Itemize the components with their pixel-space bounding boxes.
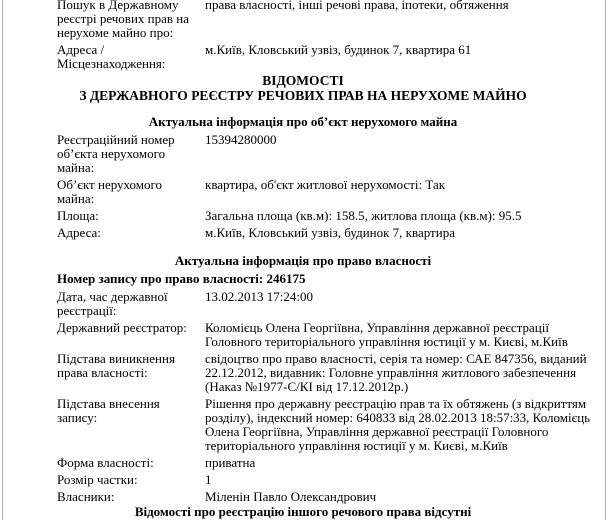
owners-label: Власники:	[57, 489, 115, 504]
search-query-value: права власності, інші речові права, іпотеки, обтяження	[205, 0, 509, 12]
ownership-form-label: Форма власності:	[57, 455, 154, 470]
share-size-row	[57, 473, 593, 487]
ownership-section-heading: Актуальна інформація про право власності	[174, 253, 432, 268]
owners-value: Міленін Павло Олександрович	[205, 489, 377, 504]
area-label: Площа:	[57, 208, 99, 223]
ownership-form-value: приватна	[205, 455, 256, 470]
share-size-label: Розмір частки:	[57, 472, 138, 487]
state-registrar-label: Державний реєстратор:	[57, 320, 187, 335]
area-value: Загальна площа (кв.м): 158.5, житлова площа (кв.м): 95.5	[205, 208, 522, 223]
ownership-record-number: Номер запису про право власності: 246175	[57, 271, 306, 286]
object-section-heading: Актуальна інформація про об’єкт нерухомого майна	[148, 114, 458, 129]
registration-datetime-row	[57, 290, 593, 318]
state-registrar-value: Коломієць Олена Георгіївна, Управління державної реєстрації Головного територіального управління юстиції у м. Києві, м.Київ	[205, 320, 568, 349]
registration-datetime-value: 13.02.2013 17:24:00	[205, 289, 313, 304]
other-rights-absent-notice: Відомості про реєстрацію іншого речового права відсутні	[134, 504, 472, 519]
registry-extract-page	[2, 0, 606, 520]
area-row	[57, 209, 593, 223]
registration-number-value: 15394280000	[205, 132, 277, 147]
state-registrar-row	[57, 321, 593, 349]
record-entry-basis-row	[57, 397, 593, 453]
ownership-basis-row	[57, 352, 593, 394]
object-type-value: квартира, об'єкт житлової нерухомості: Так	[205, 177, 446, 192]
search-query-label: Пошук в Державному реєстрі речових прав на нерухоме майно про:	[57, 0, 189, 40]
record-entry-basis-label: Підстава внесення запису:	[57, 396, 160, 425]
search-address-label: Адреса / Місцезнаходження:	[57, 42, 166, 71]
ownership-basis-value: свідоцтво про право власності, серія та номер: САЕ 847356, виданий 22.12.2012, видавник: Головне управління житлового забезпечення (Наказ №1977-С/КІ від 17.12.2012р.)	[205, 351, 587, 394]
registration-datetime-label: Дата, час державної реєстрації:	[57, 289, 168, 318]
owners-row	[57, 490, 593, 504]
search-address-value: м.Київ, Кловський узвіз, будинок 7, квартира 61	[205, 42, 472, 57]
document-title-line1: ВІДОМОСТІ	[262, 73, 344, 88]
share-size-value: 1	[205, 472, 212, 487]
search-query-row	[57, 0, 593, 40]
object-type-label: Об’єкт нерухомого майна:	[57, 177, 163, 206]
object-address-label: Адреса:	[57, 225, 101, 240]
object-type-row	[57, 178, 593, 206]
registration-number-label: Реєстраційний номер об’єкта нерухомого майна:	[57, 132, 175, 175]
document-title	[13, 74, 593, 103]
object-address-row	[57, 226, 593, 240]
search-address-row	[57, 43, 593, 71]
document-title-line2: З ДЕРЖАВНОГО РЕЄСТРУ РЕЧОВИХ ПРАВ НА НЕРУХОМЕ МАЙНО	[79, 87, 527, 103]
registration-number-row	[57, 133, 593, 175]
object-address-value: м.Київ, Кловський узвіз, будинок 7, квартира	[205, 225, 455, 240]
ownership-form-row	[57, 456, 593, 470]
record-entry-basis-value: Рішення про державну реєстрацію прав та їх обтяжень (з відкриттям розділу), індексний номер: 640833 від 28.02.2013 18:57:33, Коломієць Олена Георгіївна, Управління державної реєстрації Головного територіального управління юстиції у м. Києві, м.Київ	[205, 396, 591, 453]
ownership-basis-label: Підстава виникнення права власності:	[57, 351, 175, 380]
